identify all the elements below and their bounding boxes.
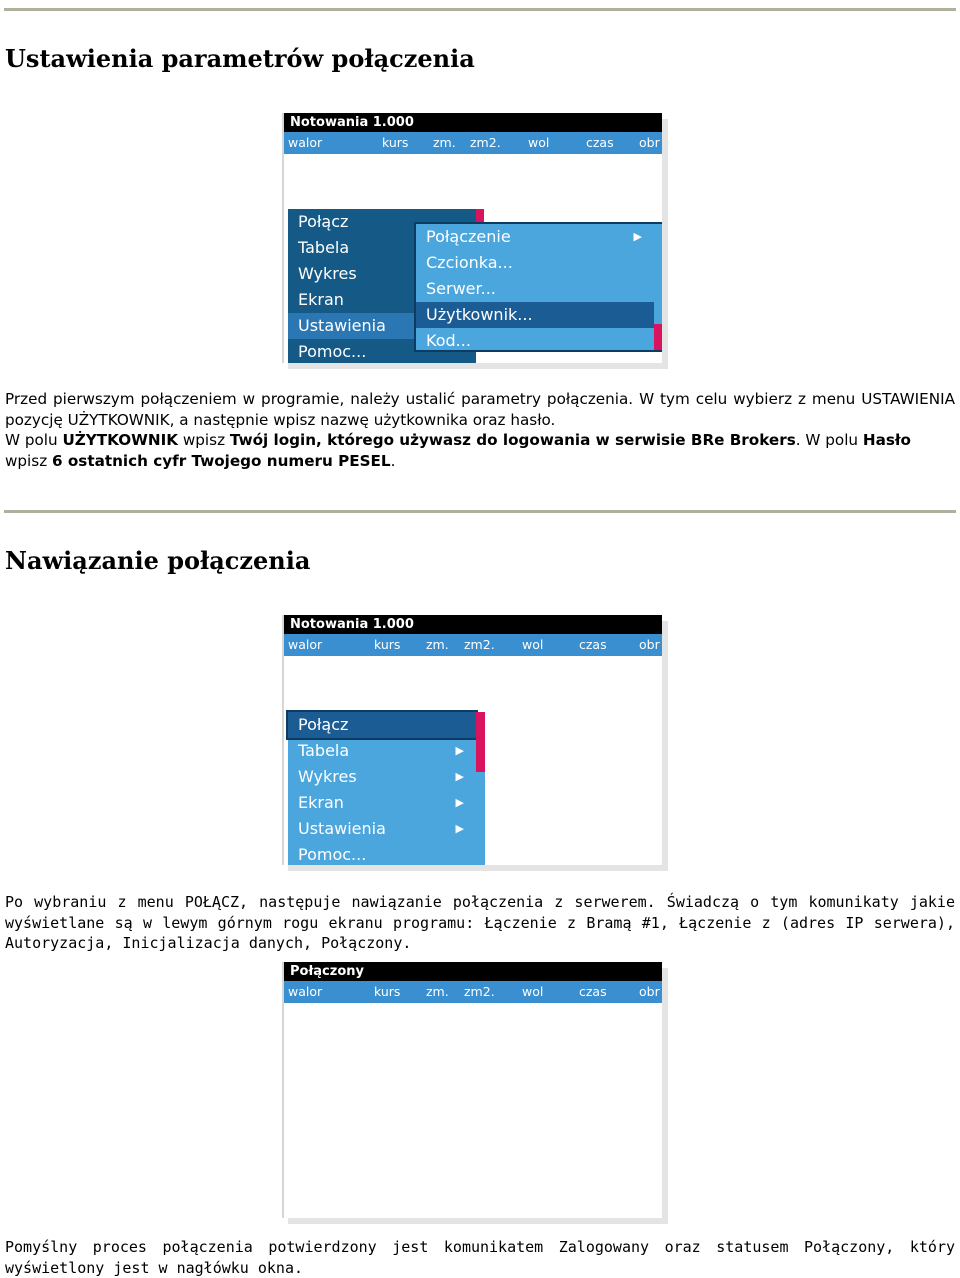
app-title-bar: Połączony bbox=[284, 962, 662, 981]
column-zm2: zm2. bbox=[470, 135, 501, 150]
menu-item-label: Tabela bbox=[298, 741, 350, 760]
menu-item-pomoc[interactable]: Pomoc... bbox=[298, 342, 367, 361]
column-walor: walor bbox=[288, 984, 323, 999]
text-fragment: . bbox=[390, 451, 396, 470]
column-header-row bbox=[284, 981, 662, 1003]
success-paragraph: Pomyślny proces połączenia potwierdzony jest komunikatem Zalogowany oraz statusem Połączony, który wyświetlony jest w nagłówku okna. bbox=[5, 1238, 955, 1277]
section-divider bbox=[4, 8, 956, 11]
menu-item-tabela[interactable]: Tabela bbox=[298, 238, 350, 257]
menu-item-label: Ekran bbox=[298, 793, 344, 812]
column-walor: walor bbox=[288, 637, 323, 652]
bold-field-haslo: Hasło bbox=[862, 431, 911, 449]
column-header-row bbox=[284, 132, 662, 154]
column-zm: zm. bbox=[426, 984, 449, 999]
menu-accent-strip bbox=[476, 209, 484, 223]
column-zm: zm. bbox=[426, 637, 449, 652]
triangle-right-icon: ▶ bbox=[455, 744, 464, 757]
column-header-row bbox=[284, 634, 662, 656]
app-title-bar: Notowania 1.000 bbox=[284, 615, 662, 634]
screenshot-settings-menu bbox=[282, 113, 662, 363]
menu-item-tabela[interactable] bbox=[288, 738, 476, 764]
section-title-connection: Nawiązanie połączenia bbox=[5, 546, 311, 575]
screenshot-empty-body bbox=[284, 1003, 662, 1218]
menu-accent-strip bbox=[476, 712, 485, 772]
text-fragment: wpisz bbox=[5, 451, 52, 470]
triangle-right-icon: ▶ bbox=[455, 770, 464, 783]
menu-item-wykres[interactable] bbox=[288, 764, 476, 790]
menu-item-pomoc[interactable]: Pomoc... bbox=[298, 845, 367, 864]
text-fragment: . W polu bbox=[795, 431, 863, 449]
menu-item-ustawienia[interactable] bbox=[288, 816, 476, 842]
column-zm: zm. bbox=[433, 135, 456, 150]
menu-item-polacz[interactable]: Połącz bbox=[298, 212, 349, 231]
column-zm2: zm2. bbox=[464, 984, 495, 999]
menu-accent-strip-blue bbox=[476, 772, 485, 865]
triangle-right-icon: ▶ bbox=[633, 230, 642, 243]
submenu-accent-strip-pink bbox=[654, 324, 662, 350]
triangle-right-icon: ▶ bbox=[455, 822, 464, 835]
submenu-item-polaczenie[interactable] bbox=[416, 224, 654, 250]
app-title-bar: Notowania 1.000 bbox=[284, 113, 662, 132]
menu-item-ekran[interactable] bbox=[288, 790, 476, 816]
column-czas: czas bbox=[579, 637, 607, 652]
screenshot-connect-menu bbox=[282, 615, 662, 865]
screenshot-connected bbox=[282, 962, 662, 1218]
column-kurs: kurs bbox=[374, 984, 401, 999]
menu-item-label: Wykres bbox=[298, 767, 357, 786]
section-divider bbox=[4, 510, 956, 513]
triangle-right-icon: ▶ bbox=[455, 796, 464, 809]
menu-item-ekran[interactable]: Ekran bbox=[298, 290, 344, 309]
settings-submenu bbox=[416, 224, 654, 350]
column-czas: czas bbox=[579, 984, 607, 999]
column-wol: wol bbox=[522, 637, 544, 652]
submenu-item-label: Połączenie bbox=[426, 227, 511, 246]
bold-pesel-hint: 6 ostatnich cyfr Twojego numeru PESEL bbox=[52, 451, 391, 470]
column-walor: walor bbox=[288, 135, 323, 150]
column-zm2: zm2. bbox=[464, 637, 495, 652]
connection-paragraph: Po wybraniu z menu POŁĄCZ, następuje nawiązanie połączenia z serwerem. Świadczą o tym komunikaty jakie wyświetlane są w lewym górnym rogu ekranu programu: Łączenie z Bramą #1, Łączenie z (adres IP serwera), Autoryzacja, Inicjalizacja danych, Połączony. bbox=[5, 893, 955, 952]
column-kurs: kurs bbox=[382, 135, 409, 150]
column-czas: czas bbox=[586, 135, 614, 150]
column-obr: obr bbox=[639, 637, 660, 652]
bold-field-uzytkownik: UŻYTKOWNIK bbox=[62, 431, 179, 449]
section-title-settings: Ustawienia parametrów połączenia bbox=[5, 44, 475, 73]
column-obr: obr bbox=[639, 135, 660, 150]
bold-login-hint: Twój login, którego używasz do logowania w serwisie BRe Brokers bbox=[229, 431, 796, 449]
column-wol: wol bbox=[522, 984, 544, 999]
submenu-item-serwer[interactable]: Serwer... bbox=[426, 279, 496, 298]
screenshot-body bbox=[284, 656, 662, 865]
text-fragment: W polu bbox=[5, 431, 63, 449]
column-kurs: kurs bbox=[374, 637, 401, 652]
login-instructions-paragraph bbox=[5, 430, 955, 471]
screenshot-body bbox=[284, 154, 662, 363]
submenu-item-kod[interactable]: Kod... bbox=[426, 331, 471, 350]
menu-item-polacz[interactable]: Połącz bbox=[288, 712, 476, 738]
intro-paragraph: Przed pierwszym połączeniem w programie, należy ustalić parametry połączenia. W tym celu wybierz z menu USTAWIENIA pozycję UŻYTKOWNIK, a następnie wpisz nazwę użytkownika oraz hasło. bbox=[5, 390, 955, 429]
menu-item-label: Ustawienia bbox=[298, 819, 386, 838]
column-obr: obr bbox=[639, 984, 660, 999]
submenu-item-czcionka[interactable]: Czcionka... bbox=[426, 253, 513, 272]
text-fragment: wpisz bbox=[178, 431, 230, 449]
menu-item-wykres[interactable]: Wykres bbox=[298, 264, 357, 283]
submenu-item-uzytkownik[interactable]: Użytkownik... bbox=[416, 302, 654, 328]
menu-item-ustawienia[interactable]: Ustawienia bbox=[288, 313, 476, 339]
main-menu bbox=[288, 712, 476, 865]
column-wol: wol bbox=[528, 135, 550, 150]
